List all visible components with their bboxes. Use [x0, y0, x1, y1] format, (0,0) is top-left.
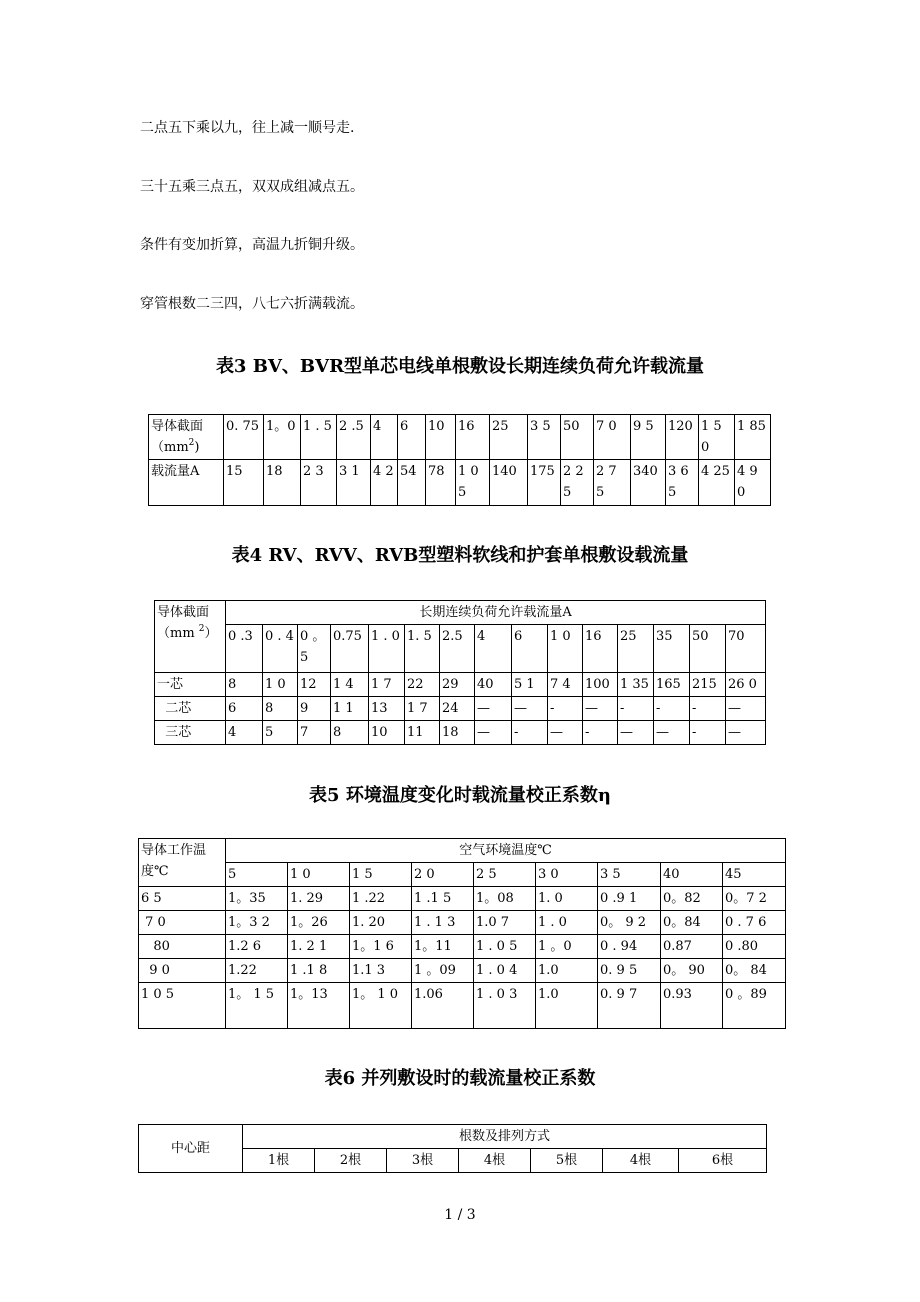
table5-cell: 1。13 — [288, 983, 350, 1029]
table5-cell: 1. 20 — [350, 911, 412, 935]
table6-column-header: 4根 — [459, 1149, 531, 1173]
table3-current-row — [149, 460, 771, 506]
table4-cell: 12 — [298, 673, 331, 697]
table3-current-cell: 4 25 — [699, 460, 735, 506]
table5-cell: 0.87 — [661, 935, 723, 959]
table3-current-cell: 2 2 5 — [561, 460, 594, 506]
table5-cell: 1.22 — [226, 959, 288, 983]
table4-cell: — — [726, 697, 766, 721]
table3-section-cell: 25 — [490, 415, 528, 460]
table6-span-header: 根数及排列方式 — [243, 1125, 767, 1149]
table4-row — [155, 673, 766, 697]
table3-current-cell: 3 1 — [337, 460, 371, 506]
table5-row — [139, 983, 786, 1029]
table3-current-cell: 54 — [398, 460, 426, 506]
table5-ambient-cell: 40 — [661, 863, 723, 887]
table5-cell: 0 。89 — [723, 983, 786, 1029]
table3-section-cell: 16 — [456, 415, 490, 460]
table4-row-label: 一芯 — [155, 673, 226, 697]
table4-cell: — — [475, 697, 512, 721]
table5-row-label: 6 5 — [139, 887, 226, 911]
table6-column-header: 4根 — [603, 1149, 679, 1173]
table5-row-label: 80 — [139, 935, 226, 959]
table4-cell: 11 — [405, 721, 440, 745]
table5-row — [139, 911, 786, 935]
table4-cell: 29 — [440, 673, 475, 697]
table3-current-cell: 2 3 — [301, 460, 337, 506]
table4-section-cell: 1 0 — [548, 625, 583, 673]
table5-cell: 1.06 — [412, 983, 474, 1029]
table4-cell: 1 7 — [405, 697, 440, 721]
table3-current-cell: 4 9 0 — [735, 460, 771, 506]
table4-cell: — — [475, 721, 512, 745]
table5-row — [139, 935, 786, 959]
table5-cell: 1。1 6 — [350, 935, 412, 959]
table5-cell: 0. 9 5 — [598, 959, 661, 983]
table5-cell: 1.2 6 — [226, 935, 288, 959]
table4-row — [155, 697, 766, 721]
table6 — [138, 1124, 767, 1173]
table5-ambient-cell: 3 5 — [598, 863, 661, 887]
table4-cell: 10 — [369, 721, 405, 745]
table5-title: 表5 环境温度变化时载流量校正系数η — [309, 785, 611, 806]
table4-cell: - — [654, 697, 690, 721]
table5-cell: 1 .1 5 — [412, 887, 474, 911]
table4-cell: - — [690, 721, 726, 745]
table3-current-cell: 1 0 5 — [456, 460, 490, 506]
table3-current-label: 载流量A — [149, 460, 224, 506]
table4-cell: - — [690, 697, 726, 721]
table4-cell: — — [618, 721, 654, 745]
table4-cell: - — [548, 697, 583, 721]
table4-cell: 1 7 — [369, 673, 405, 697]
table4-cell: 100 — [583, 673, 618, 697]
table3-current-cell: 140 — [490, 460, 528, 506]
table4-cell: 5 1 — [512, 673, 548, 697]
table6-column-header: 1根 — [243, 1149, 315, 1173]
table4 — [154, 600, 766, 745]
table6-center-distance-label: 中心距 — [139, 1125, 243, 1173]
table5-cell: 1 .22 — [350, 887, 412, 911]
table4-cell: 8 — [331, 721, 369, 745]
table4-cell: 8 — [263, 697, 298, 721]
table5-header-row — [139, 839, 786, 863]
table4-section-cell: 4 — [475, 625, 512, 673]
table6-title: 表6 并列敷设时的载流量校正系数 — [324, 1068, 596, 1089]
table6-column-header: 3根 — [387, 1149, 459, 1173]
table5-span-header: 空气环境温度℃ — [226, 839, 786, 863]
table4-cell: 165 — [654, 673, 690, 697]
table4-cell: 215 — [690, 673, 726, 697]
table3-section-cell: 7 0 — [594, 415, 631, 460]
table4-cell: — — [548, 721, 583, 745]
table3-current-cell: 4 2 — [371, 460, 398, 506]
table5-row-label: 9 0 — [139, 959, 226, 983]
table5-cell: 1. 0 — [536, 887, 598, 911]
table3-section-cell: 3 5 — [528, 415, 561, 460]
table5-cell: 1。 1 5 — [226, 983, 288, 1029]
table5-row-label: 1 0 5 — [139, 983, 226, 1029]
table4-section-cell: 1 . 0 — [369, 625, 405, 673]
table3-section-cell: 9 5 — [631, 415, 666, 460]
table5-cell: 1。35 — [226, 887, 288, 911]
table3-current-cell: 18 — [264, 460, 301, 506]
table4-cell: — — [726, 721, 766, 745]
table3-section-cell: 10 — [426, 415, 456, 460]
table4-cell: — — [512, 697, 548, 721]
table5-cell: 0 .80 — [723, 935, 786, 959]
table3-section-cell: 6 — [398, 415, 426, 460]
table5-cell: 1.0 — [536, 959, 598, 983]
table5-ambient-cell: 45 — [723, 863, 786, 887]
table3-section-cell: 1 5 0 — [699, 415, 735, 460]
table4-cell: - — [583, 721, 618, 745]
table5-cell: 0 .9 1 — [598, 887, 661, 911]
table4-cell: 18 — [440, 721, 475, 745]
table4-section-cell: 0.75 — [331, 625, 369, 673]
table3-section-cell: 4 — [371, 415, 398, 460]
table4-section-row — [155, 625, 766, 673]
table5-cell: 1 . 0 5 — [474, 935, 536, 959]
table4-section-label: 导体截面 （mm $^2$） — [155, 601, 226, 673]
table5-cell: 1. 29 — [288, 887, 350, 911]
table4-span-header: 长期连续负荷允许载流量A — [226, 601, 766, 625]
table5-cell: 1。11 — [412, 935, 474, 959]
table5-cell: 1 . 1 3 — [412, 911, 474, 935]
table4-cell: — — [583, 697, 618, 721]
table4-cell: 6 — [226, 697, 263, 721]
table4-section-cell: 70 — [726, 625, 766, 673]
table5-cell: 0。 84 — [723, 959, 786, 983]
table4-cell: 13 — [369, 697, 405, 721]
table6-column-header: 5根 — [531, 1149, 603, 1173]
table6-column-header: 6根 — [679, 1149, 767, 1173]
table4-cell: 7 4 — [548, 673, 583, 697]
table5-ambient-cell: 5 — [226, 863, 288, 887]
table5-cell: 0.93 — [661, 983, 723, 1029]
table3-section-cell: 1 . 5 — [301, 415, 337, 460]
table4-cell: 1 35 — [618, 673, 654, 697]
table5-cell: 1 . 0 4 — [474, 959, 536, 983]
page-number: 1 / 3 — [444, 1207, 476, 1223]
table5-cell: 0。 90 — [661, 959, 723, 983]
table3-section-label: 导体截面 $(mm^2)$ — [149, 415, 224, 460]
table4-section-cell: 25 — [618, 625, 654, 673]
table3-section-row — [149, 415, 771, 460]
table4-cell: 9 — [298, 697, 331, 721]
table4-cell: 8 — [226, 673, 263, 697]
table5-cell: 1。08 — [474, 887, 536, 911]
table3-section-cell: 1。0 — [264, 415, 301, 460]
table5-ambient-cell: 1 5 — [350, 863, 412, 887]
table4-cell: 7 — [298, 721, 331, 745]
paragraph-1: 二点五下乘以九，往上减一顺号走. — [140, 120, 355, 136]
table5-ambient-row — [139, 863, 786, 887]
table4-cell: — — [654, 721, 690, 745]
table3-title: 表3 BV、BVR型单芯电线单根敷设长期连续负荷允许载流量 — [215, 356, 705, 377]
table5-ambient-cell: 1 0 — [288, 863, 350, 887]
table5-cell: 1 。0 — [536, 935, 598, 959]
table3-current-cell: 340 — [631, 460, 666, 506]
table4-section-cell: 0 . 4 — [263, 625, 298, 673]
table3-section-cell: 1 85 — [735, 415, 771, 460]
table4-section-cell: 35 — [654, 625, 690, 673]
table3-section-cell: 2 .5 — [337, 415, 371, 460]
table5-row — [139, 887, 786, 911]
table5-cell: 0 . 94 — [598, 935, 661, 959]
table4-row — [155, 721, 766, 745]
table3-section-cell: 50 — [561, 415, 594, 460]
table4-cell: 1 4 — [331, 673, 369, 697]
table3-current-cell: 175 — [528, 460, 561, 506]
table5-cell: 1。3 2 — [226, 911, 288, 935]
table5-cell: 1 . 0 3 — [474, 983, 536, 1029]
table4-cell: 1 0 — [263, 673, 298, 697]
table4-cell: 26 0 — [726, 673, 766, 697]
table4-cell: 1 1 — [331, 697, 369, 721]
table6-column-header: 2根 — [315, 1149, 387, 1173]
table4-cell: - — [618, 697, 654, 721]
paragraph-3: 条件有变加折算，高温九折铜升级。 — [140, 237, 364, 253]
table5-cell: 0。 9 2 — [598, 911, 661, 935]
table3-section-cell: 120 — [666, 415, 699, 460]
table3-section-cell: 0. 75 — [224, 415, 264, 460]
table5-cell: 0。82 — [661, 887, 723, 911]
table5-cell: 0。7 2 — [723, 887, 786, 911]
table4-cell: 5 — [263, 721, 298, 745]
table5-row — [139, 959, 786, 983]
table3-current-cell: 15 — [224, 460, 264, 506]
table4-section-cell: 16 — [583, 625, 618, 673]
table5-ambient-cell: 3 0 — [536, 863, 598, 887]
table3-current-cell: 78 — [426, 460, 456, 506]
table4-row-label: 二芯 — [155, 697, 226, 721]
table4-cell: 24 — [440, 697, 475, 721]
table4-title: 表4 RV、RVV、RVB型塑料软线和护套单根敷设载流量 — [231, 545, 689, 566]
table5-cell: 1.0 7 — [474, 911, 536, 935]
table4-section-cell: 1. 5 — [405, 625, 440, 673]
table5-cell: 1 。09 — [412, 959, 474, 983]
table4-section-cell: 0 .3 — [226, 625, 263, 673]
table5-temperature-label: 导体工作温度℃ — [139, 839, 226, 887]
table5-cell: 1 . 0 — [536, 911, 598, 935]
table5-cell: 1 .1 8 — [288, 959, 350, 983]
table3-current-cell: 3 6 5 — [666, 460, 699, 506]
table5-cell: 1。 1 0 — [350, 983, 412, 1029]
table5-cell: 1.0 — [536, 983, 598, 1029]
table4-cell: - — [512, 721, 548, 745]
table5 — [138, 838, 786, 1029]
table5-ambient-cell: 2 5 — [474, 863, 536, 887]
paragraph-4: 穿管根数二三四，八七六折满载流。 — [140, 296, 364, 312]
table5-cell: 0。84 — [661, 911, 723, 935]
table6-header-row — [139, 1125, 767, 1149]
table4-cell: 4 — [226, 721, 263, 745]
table4-cell: 22 — [405, 673, 440, 697]
table4-header-row — [155, 601, 766, 625]
table3-current-cell: 2 7 5 — [594, 460, 631, 506]
table4-row-label: 三芯 — [155, 721, 226, 745]
table5-cell: 0. 9 7 — [598, 983, 661, 1029]
table5-cell: 1. 2 1 — [288, 935, 350, 959]
table5-row-label: 7 0 — [139, 911, 226, 935]
table5-cell: 0 . 7 6 — [723, 911, 786, 935]
table5-ambient-cell: 2 0 — [412, 863, 474, 887]
table5-cell: 1.1 3 — [350, 959, 412, 983]
table4-section-cell: 0 。5 — [298, 625, 331, 673]
table4-section-cell: 6 — [512, 625, 548, 673]
table4-section-cell: 50 — [690, 625, 726, 673]
table4-section-cell: 2.5 — [440, 625, 475, 673]
table4-cell: 40 — [475, 673, 512, 697]
table5-cell: 1。26 — [288, 911, 350, 935]
table3 — [148, 414, 771, 506]
paragraph-2: 三十五乘三点五，双双成组减点五。 — [140, 179, 364, 195]
